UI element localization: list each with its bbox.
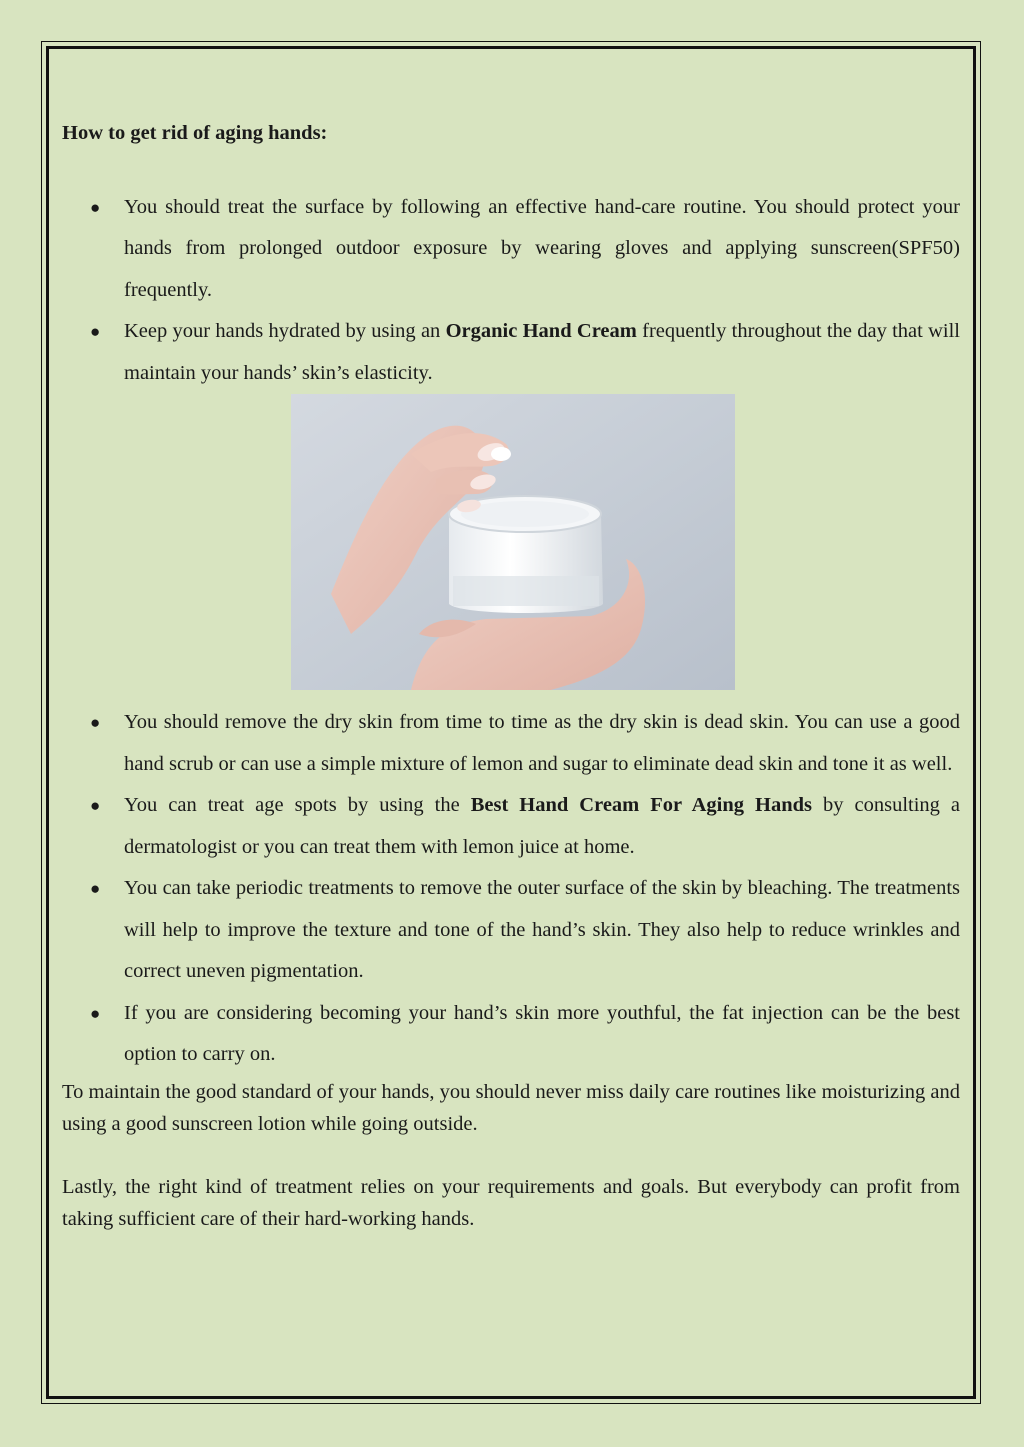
list-item-text: If you are considering becoming your hand’s skin more youthful, the fat injection can be the best option to carry on. [124,1001,960,1066]
list-item [62,785,960,868]
list-item-text: You can treat age spots by using the [124,794,471,817]
list-item [62,187,960,312]
bullet-icon: ● [90,796,101,816]
list-item-text: You should remove the dry skin from time to time as the dry skin is dead skin. You can use a good hand scrub or can use a simple mixture of lemon and sugar to eliminate dead skin and tone it as well. [124,711,960,775]
list-item-text: You should treat the surface by following an effective hand-care routine. You should protect your hands from prolonged outdoor exposure by wearing gloves and applying sunscreen(SPF50) frequently. [124,195,960,301]
list-item-text: frequently throughout the day that will maintain your hands’ skin’s elasticity. [124,320,961,384]
bullet-icon: ● [90,197,101,217]
list-item [62,868,960,993]
list-item [62,311,960,394]
bullet-icon: ● [90,713,101,733]
list-item [62,702,960,785]
hand-cream-photo [291,394,735,690]
list-item-text: by consulting a dermatologist or you can treat them with lemon juice at home. [124,794,961,858]
bullet-icon: ● [90,879,101,899]
bullet-list-bottom [62,702,960,1076]
document-body [62,120,960,1236]
best-hand-cream-keyword: Best Hand Cream For Aging Hands [470,794,812,817]
list-item-text: You can take periodic treatments to remove the outer surface of the skin by bleaching. The treatments will help to improve the texture and tone of the hand’s skin. They also help to reduce wrinkles and correct uneven pigmentation. [124,877,960,983]
section-heading: How to get rid of aging hands: [62,122,328,144]
closing-paragraph-1: To maintain the good standard of your hands, you should never miss daily care routines like moisturizing and using a good sunscreen lotion while going outside. [62,1080,960,1136]
bullet-list-top [62,187,960,395]
organic-hand-cream-keyword: Organic Hand Cream [445,320,637,343]
list-item [62,993,960,1076]
bullet-icon: ● [90,322,101,342]
bullet-icon: ● [90,1003,101,1023]
list-item-text: Keep your hands hydrated by using an [124,320,446,343]
closing-paragraph-2: Lastly, the right kind of treatment relies on your requirements and goals. But everybody can profit from taking sufficient care of their hard-working hands. [62,1175,960,1231]
